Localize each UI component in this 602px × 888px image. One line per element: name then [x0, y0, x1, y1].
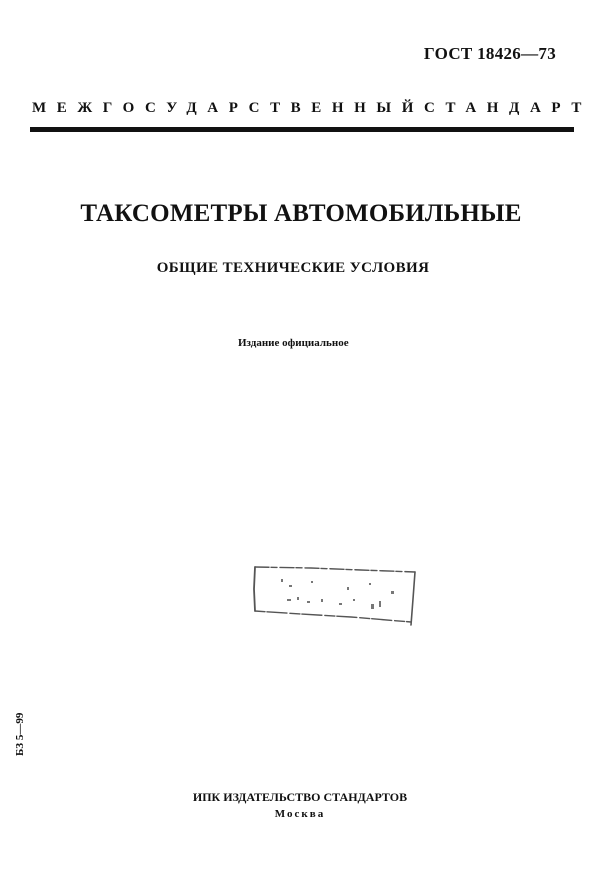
publisher-name: ИПК ИЗДАТЕЛЬСТВО СТАНДАРТОВ	[192, 790, 408, 804]
side-code: БЗ 5—99	[14, 712, 26, 756]
document-title: ТАКСОМЕТРЫ АВТОМОБИЛЬНЫЕ	[80, 200, 522, 227]
document-number: ГОСТ 18426—73	[423, 44, 556, 63]
series-title	[32, 100, 592, 117]
header-divider	[30, 127, 574, 132]
series-title-part-2: СТАНДАРТ	[424, 100, 592, 116]
library-stamp	[251, 559, 419, 633]
edition-note: Издание официальное	[238, 337, 349, 349]
publisher-city: Москва	[274, 808, 326, 820]
document-subtitle: ОБЩИЕ ТЕХНИЧЕСКИЕ УСЛОВИЯ	[156, 260, 430, 276]
series-title-part-1: МЕЖГОСУДАРСТВЕННЫЙ	[32, 100, 425, 116]
